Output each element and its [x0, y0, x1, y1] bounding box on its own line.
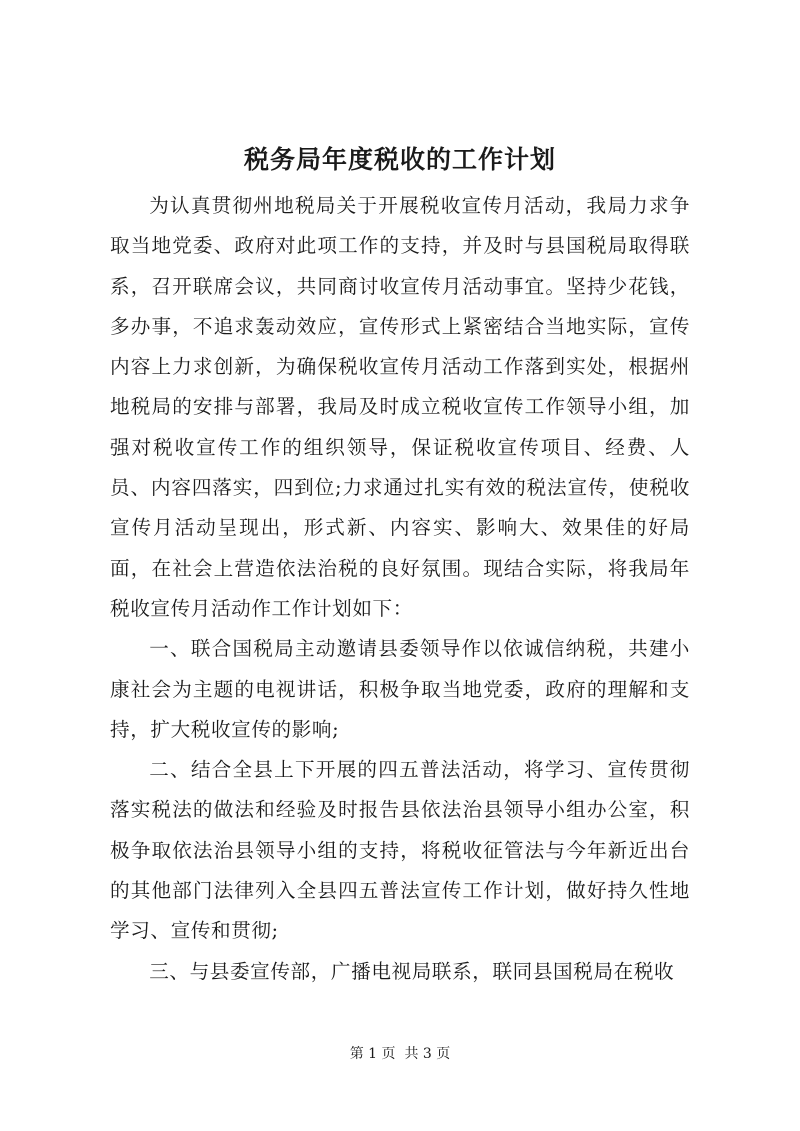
document-title: 税务局年度税收的工作计划 — [243, 145, 556, 174]
item-three-paragraph: 三、与县委宣传部，广播电视局联系，联同县国税局在税收 — [149, 959, 675, 983]
document-body — [110, 186, 690, 992]
item-one-paragraph: 一、联合国税局主动邀请县委领导作以依诚信纳税，共建小康社会为主题的电视讲话，积极争取当地党委，政府的理解和支持，扩大税收宣传的影响; — [110, 637, 690, 741]
intro-paragraph: 为认真贯彻州地税局关于开展税收宣传月活动，我局力求争取当地党委、政府对此项工作的支持，并及时与县国税局取得联系，召开联席会议，共同商讨收宣传月活动事宜。坚持少花钱，多办事，不追求轰动效应，宣传形式上紧密结合当地实际，宣传内容上力求创新，为确保税收宣传月活动工作落到实处，根据州地税局的安排与部署，我局及时成立税收宣传工作领导小组，加强对税收宣传工作的组织领导，保证税收宣传项目、经费、人员、内容四落实，四到位;力求通过扎实有效的税法宣传，使税收宣传月活动呈现出，形式新、内容实、影响大、效果佳的好局面，在社会上营造依法治税的良好氛围。现结合实际，将我局年税收宣传月活动作工作计划如下： — [110, 194, 690, 620]
page-number-footer: 第 1 页 共 3 页 — [349, 1046, 451, 1062]
item-two-paragraph: 二、结合全县上下开展的四五普法活动，将学习、宣传贯彻落实税法的做法和经验及时报告县依法治县领导小组办公室，积极争取依法治县领导小组的支持，将税收征管法与今年新近出台的其他部门法律列入全县四五普法宣传工作计划，做好持久性地学习、宣传和贯彻; — [110, 758, 690, 943]
